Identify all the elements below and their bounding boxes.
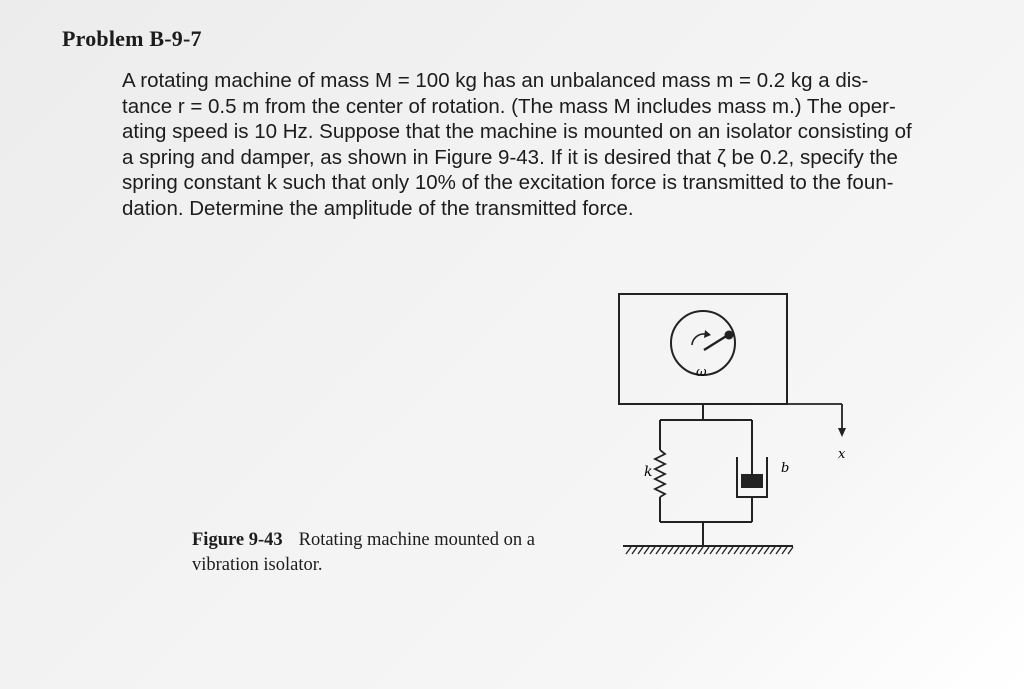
damping-coefficient-label: b <box>781 461 790 476</box>
problem-line: A rotating machine of mass M = 100 kg has an unbalanced mass m = 0.2 kg a dis- <box>122 69 869 92</box>
hatch-stroke <box>788 547 793 554</box>
problem-line: tance r = 0.5 m from the center of rotation. (The mass M includes mass m.) The oper- <box>122 94 896 118</box>
x-label: x <box>838 447 846 462</box>
x-arrowhead <box>838 428 846 437</box>
hatch-stroke <box>740 547 745 554</box>
problem-line: spring constant k such that only 10% of the excitation force is transmitted to the foun- <box>122 171 894 194</box>
spring-constant-label: k <box>644 464 653 480</box>
hatch-stroke <box>680 547 685 554</box>
rotor-arm <box>704 335 728 350</box>
problem-title: Problem B-9-7 <box>62 26 202 51</box>
hatch-stroke <box>782 547 787 554</box>
problem-line: ating speed is 10 Hz. Suppose that the machine is mounted on an isolator consisting of <box>122 120 912 143</box>
hatch-stroke <box>656 547 661 554</box>
hatch-stroke <box>746 547 751 554</box>
omega-label: ω <box>696 365 707 380</box>
hatch-stroke <box>692 547 697 554</box>
figure-caption <box>192 528 592 578</box>
rotation-arrow <box>692 334 705 345</box>
ground-hatching <box>626 547 793 554</box>
hatch-stroke <box>728 547 733 554</box>
hatch-stroke <box>686 547 691 554</box>
hatch-stroke <box>716 547 721 554</box>
problem-line: a spring and damper, as shown in Figure 9-43. If it is desired that ζ be 0.2, specify the <box>122 145 898 169</box>
hatch-stroke <box>722 547 727 554</box>
damper-piston <box>741 474 763 488</box>
hatch-stroke <box>764 547 769 554</box>
hatch-stroke <box>776 547 781 554</box>
unbalanced-mass-dot <box>725 331 734 340</box>
hatch-stroke <box>626 547 631 554</box>
hatch-stroke <box>650 547 655 554</box>
hatch-stroke <box>752 547 757 554</box>
hatch-stroke <box>674 547 679 554</box>
hatch-stroke <box>710 547 715 554</box>
problem-line: dation. Determine the amplitude of the transmitted force. <box>122 196 634 220</box>
hatch-stroke <box>734 547 739 554</box>
caption-label: Figure 9-43 <box>192 530 283 550</box>
hatch-stroke <box>770 547 775 554</box>
hatch-stroke <box>704 547 709 554</box>
rotation-arrowhead <box>704 330 711 338</box>
spring <box>655 450 665 497</box>
hatch-stroke <box>758 547 763 554</box>
caption-text: Rotating machine mounted on a vibration isolator. <box>192 530 535 575</box>
hatch-stroke <box>698 547 703 554</box>
hatch-stroke <box>638 547 643 554</box>
hatch-stroke <box>668 547 673 554</box>
hatch-stroke <box>662 547 667 554</box>
hatch-stroke <box>632 547 637 554</box>
hatch-stroke <box>644 547 649 554</box>
